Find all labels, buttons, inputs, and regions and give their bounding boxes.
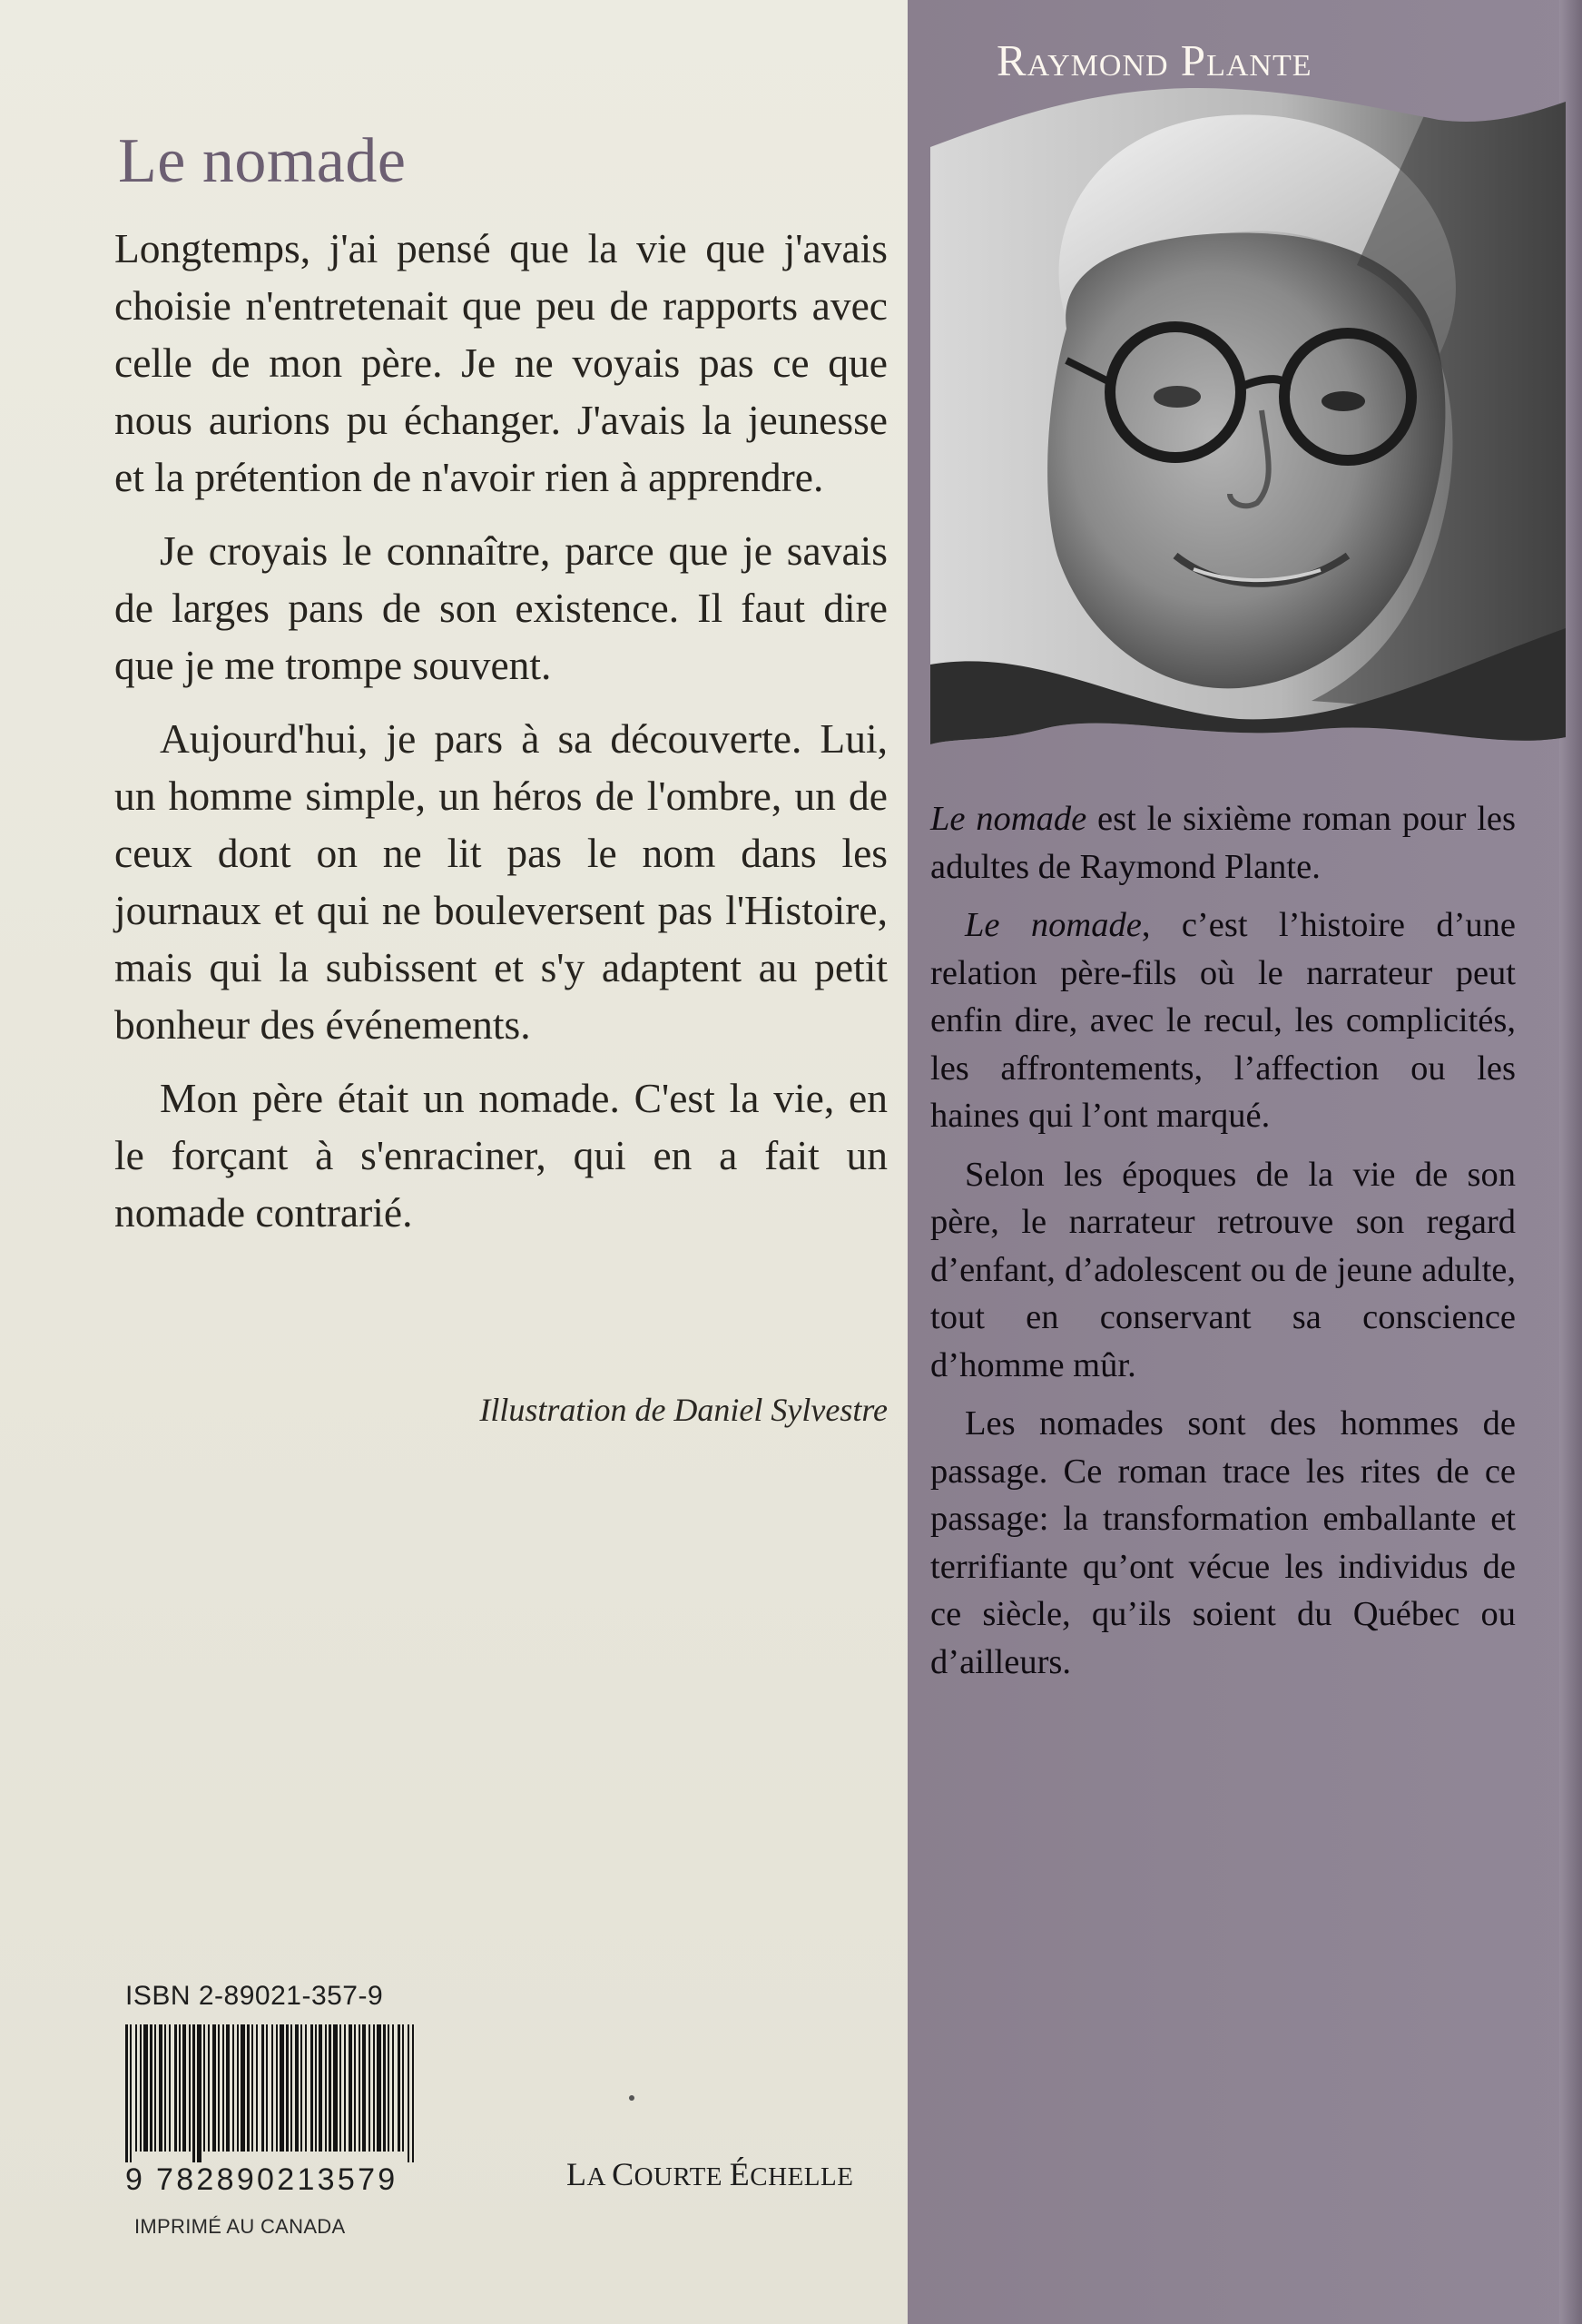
- book-title: Le nomade: [118, 126, 407, 196]
- blurb-paragraph: Aujourd'hui, je pars à sa découverte. Lui, un homme simple, un héros de l'ombre, un de ceux dont on ne lit pas le nom dans les journaux et qui ne bouleversent pas l'Histoire, mais qui la subissent et s'y adaptent au petit bonheur des événements.: [114, 715, 888, 1048]
- illustration-credit: Illustration de Daniel Sylvestre: [479, 1392, 888, 1428]
- blurb-text: [114, 220, 888, 1257]
- blurb-paragraph: Je croyais le connaître, parce que je savais de larges pans de son existence. Il faut dire que je me trompe souvent.: [114, 527, 888, 688]
- about-paragraph: Selon les époques de la vie de son père, le narrateur retrouve son regard d’enfant, d’adolescent ou de jeune adulte, tout en conservant sa conscience d’homme mûr.: [930, 1155, 1516, 1384]
- about-paragraph: Le nomade est le sixième roman pour les adultes de Raymond Plante.: [930, 800, 1516, 886]
- about-text: [930, 795, 1516, 1697]
- isbn-label: ISBN 2-89021-357-9: [125, 1981, 384, 2011]
- about-paragraph: Le nomade, c’est l’histoire d’une relation père-fils où le narrateur peut enfin dire, avec le recul, les complicités, les affrontements, l’affection ou les haines qui l’ont marqué.: [930, 906, 1516, 1135]
- publisher-name: LA COURTE ÉCHELLE: [566, 2156, 854, 2192]
- author-name: Raymond Plante: [997, 35, 1312, 85]
- author-portrait-icon: [930, 84, 1566, 773]
- speck: [629, 2095, 634, 2101]
- blurb-paragraph: Longtemps, j'ai pensé que la vie que j'avais choisie n'entretenait que peu de rapports avec celle de mon père. Je ne voyais pas ce que nous aurions pu échanger. J'avais la jeunesse et la prétention de n'avoir rien à apprendre.: [114, 225, 888, 500]
- barcode-digits: 782890213579: [156, 2162, 398, 2197]
- printed-in-label: IMPRIMÉ AU CANADA: [134, 2215, 346, 2238]
- barcode-first-digit: 9: [125, 2162, 142, 2197]
- blurb-paragraph: Mon père était un nomade. C'est la vie, en le forçant à s'enraciner, qui en a fait un nomade contrarié.: [114, 1075, 888, 1236]
- barcode-icon: [125, 2024, 414, 2162]
- about-paragraph: Les nomades sont des hommes de passage. Ce roman trace les rites de ce passage: la transformation emballante et terrifiante qu’ont vécue les individus de ce siècle, qu’ils soient du Québec ou d’ailleurs.: [930, 1404, 1516, 1681]
